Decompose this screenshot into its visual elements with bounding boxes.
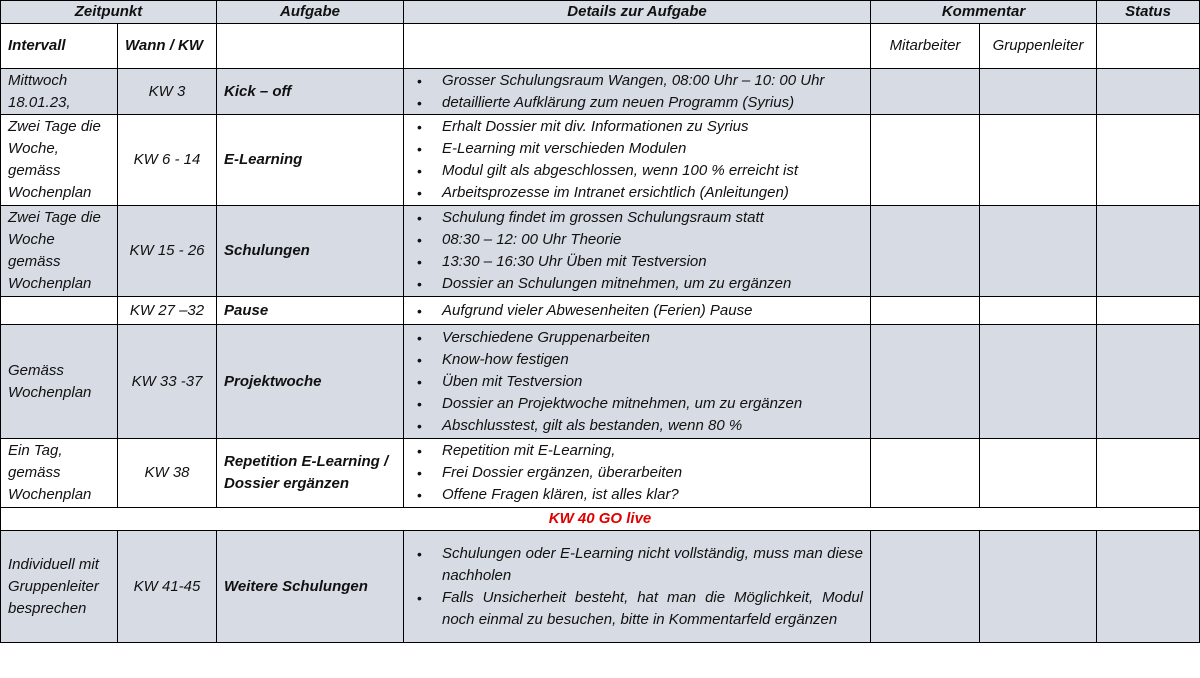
details-item: • Falls Unsicherheit besteht, hat man die Möglichkeit, Modul noch einmal zu besuchen, bitte in Kommentarfeld ergänzen bbox=[411, 587, 863, 631]
subheader-empty-details bbox=[404, 24, 871, 69]
details-list bbox=[411, 543, 863, 631]
cell-status[interactable] bbox=[1097, 115, 1200, 206]
cell-kw: KW 15 - 26 bbox=[118, 206, 217, 297]
details-item: • Frei Dossier ergänzen, überarbeiten bbox=[411, 462, 863, 484]
cell-mitarbeiter-comment[interactable] bbox=[871, 297, 980, 325]
details-item: • Modul gilt als abgeschlossen, wenn 100 % erreicht ist bbox=[411, 160, 863, 182]
header-details: Details zur Aufgabe bbox=[404, 1, 871, 24]
details-item: • 13:30 – 16:30 Uhr Üben mit Testversion bbox=[411, 251, 863, 273]
cell-kw: KW 27 –32 bbox=[118, 297, 217, 325]
cell-gruppenleiter-comment[interactable] bbox=[980, 325, 1097, 439]
details-item: • Dossier an Schulungen mitnehmen, um zu ergänzen bbox=[411, 273, 863, 295]
details-item: • Dossier an Projektwoche mitnehmen, um zu ergänzen bbox=[411, 393, 863, 415]
cell-mitarbeiter-comment[interactable] bbox=[871, 531, 980, 643]
cell-mitarbeiter-comment[interactable] bbox=[871, 325, 980, 439]
cell-status[interactable] bbox=[1097, 206, 1200, 297]
subheader-empty-aufgabe bbox=[217, 24, 404, 69]
cell-kw: KW 3 bbox=[118, 69, 217, 115]
cell-mitarbeiter-comment[interactable] bbox=[871, 439, 980, 508]
subheader-intervall: Intervall bbox=[1, 24, 118, 69]
cell-intervall bbox=[1, 297, 118, 325]
cell-gruppenleiter-comment[interactable] bbox=[980, 531, 1097, 643]
details-item: • Offene Fragen klären, ist alles klar? bbox=[411, 484, 863, 506]
details-item: • Arbeitsprozesse im Intranet ersichtlich (Anleitungen) bbox=[411, 182, 863, 204]
cell-gruppenleiter-comment[interactable] bbox=[980, 439, 1097, 508]
table-row bbox=[1, 69, 1200, 115]
table-row bbox=[1, 115, 1200, 206]
cell-details bbox=[404, 297, 871, 325]
cell-aufgabe: Kick – off bbox=[217, 69, 404, 115]
details-list bbox=[411, 207, 863, 295]
cell-details bbox=[404, 69, 871, 115]
details-item: • detaillierte Aufklärung zum neuen Programm (Syrius) bbox=[411, 92, 863, 114]
cell-details bbox=[404, 531, 871, 643]
cell-status[interactable] bbox=[1097, 69, 1200, 115]
cell-intervall: Individuell mit Gruppenleiter besprechen bbox=[1, 531, 118, 643]
cell-aufgabe: Pause bbox=[217, 297, 404, 325]
cell-intervall: Ein Tag, gemäss Wochenplan bbox=[1, 439, 118, 508]
cell-mitarbeiter-comment[interactable] bbox=[871, 206, 980, 297]
cell-aufgabe: Repetition E-Learning / Dossier ergänzen bbox=[217, 439, 404, 508]
table-row bbox=[1, 325, 1200, 439]
details-item: • Abschlusstest, gilt als bestanden, wenn 80 % bbox=[411, 415, 863, 437]
cell-aufgabe: Projektwoche bbox=[217, 325, 404, 439]
cell-status[interactable] bbox=[1097, 297, 1200, 325]
header-kommentar: Kommentar bbox=[871, 1, 1097, 24]
details-item: • Üben mit Testversion bbox=[411, 371, 863, 393]
details-item: • Verschiedene Gruppenarbeiten bbox=[411, 327, 863, 349]
header-zeitpunkt: Zeitpunkt bbox=[1, 1, 217, 24]
golive-label: KW 40 GO live bbox=[1, 508, 1200, 531]
cell-kw: KW 38 bbox=[118, 439, 217, 508]
cell-status[interactable] bbox=[1097, 325, 1200, 439]
cell-status[interactable] bbox=[1097, 439, 1200, 508]
details-list bbox=[411, 440, 863, 506]
cell-mitarbeiter-comment[interactable] bbox=[871, 69, 980, 115]
details-item: • Schulung findet im grossen Schulungsraum statt bbox=[411, 207, 863, 229]
table-row bbox=[1, 297, 1200, 325]
details-item: • Repetition mit E-Learning, bbox=[411, 440, 863, 462]
details-item: • E-Learning mit verschieden Modulen bbox=[411, 138, 863, 160]
table-row bbox=[1, 439, 1200, 508]
details-list bbox=[411, 70, 863, 114]
details-item: • Grosser Schulungsraum Wangen, 08:00 Uhr – 10: 00 Uhr bbox=[411, 70, 863, 92]
details-item: • Know-how festigen bbox=[411, 349, 863, 371]
details-item: • Aufgrund vieler Abwesenheiten (Ferien) Pause bbox=[411, 300, 863, 322]
details-item: • 08:30 – 12: 00 Uhr Theorie bbox=[411, 229, 863, 251]
subheader-empty-status bbox=[1097, 24, 1200, 69]
cell-gruppenleiter-comment[interactable] bbox=[980, 297, 1097, 325]
cell-gruppenleiter-comment[interactable] bbox=[980, 115, 1097, 206]
cell-intervall: Gemäss Wochenplan bbox=[1, 325, 118, 439]
cell-intervall: Zwei Tage die Woche gemäss Wochenplan bbox=[1, 206, 118, 297]
cell-mitarbeiter-comment[interactable] bbox=[871, 115, 980, 206]
subheader-row bbox=[1, 24, 1200, 69]
cell-details bbox=[404, 115, 871, 206]
details-list bbox=[411, 327, 863, 437]
header-aufgabe: Aufgabe bbox=[217, 1, 404, 24]
details-list bbox=[411, 300, 863, 322]
details-item: • Erhalt Dossier mit div. Informationen zu Syrius bbox=[411, 116, 863, 138]
cell-kw: KW 41-45 bbox=[118, 531, 217, 643]
subheader-gruppenleiter: Gruppenleiter bbox=[980, 24, 1097, 69]
table-row bbox=[1, 531, 1200, 643]
subheader-wann-kw: Wann / KW bbox=[118, 24, 217, 69]
table-row bbox=[1, 206, 1200, 297]
cell-details bbox=[404, 325, 871, 439]
cell-aufgabe: Weitere Schulungen bbox=[217, 531, 404, 643]
cell-details bbox=[404, 439, 871, 508]
header-row bbox=[1, 1, 1200, 24]
cell-gruppenleiter-comment[interactable] bbox=[980, 206, 1097, 297]
golive-row bbox=[1, 508, 1200, 531]
cell-status[interactable] bbox=[1097, 531, 1200, 643]
details-item: • Schulungen oder E-Learning nicht vollständig, muss man diese nachholen bbox=[411, 543, 863, 587]
cell-gruppenleiter-comment[interactable] bbox=[980, 69, 1097, 115]
subheader-mitarbeiter: Mitarbeiter bbox=[871, 24, 980, 69]
header-status: Status bbox=[1097, 1, 1200, 24]
details-list bbox=[411, 116, 863, 204]
cell-aufgabe: E-Learning bbox=[217, 115, 404, 206]
cell-intervall: Mittwoch 18.01.23, bbox=[1, 69, 118, 115]
cell-aufgabe: Schulungen bbox=[217, 206, 404, 297]
cell-details bbox=[404, 206, 871, 297]
cell-kw: KW 6 - 14 bbox=[118, 115, 217, 206]
cell-intervall: Zwei Tage die Woche, gemäss Wochenplan bbox=[1, 115, 118, 206]
cell-kw: KW 33 -37 bbox=[118, 325, 217, 439]
